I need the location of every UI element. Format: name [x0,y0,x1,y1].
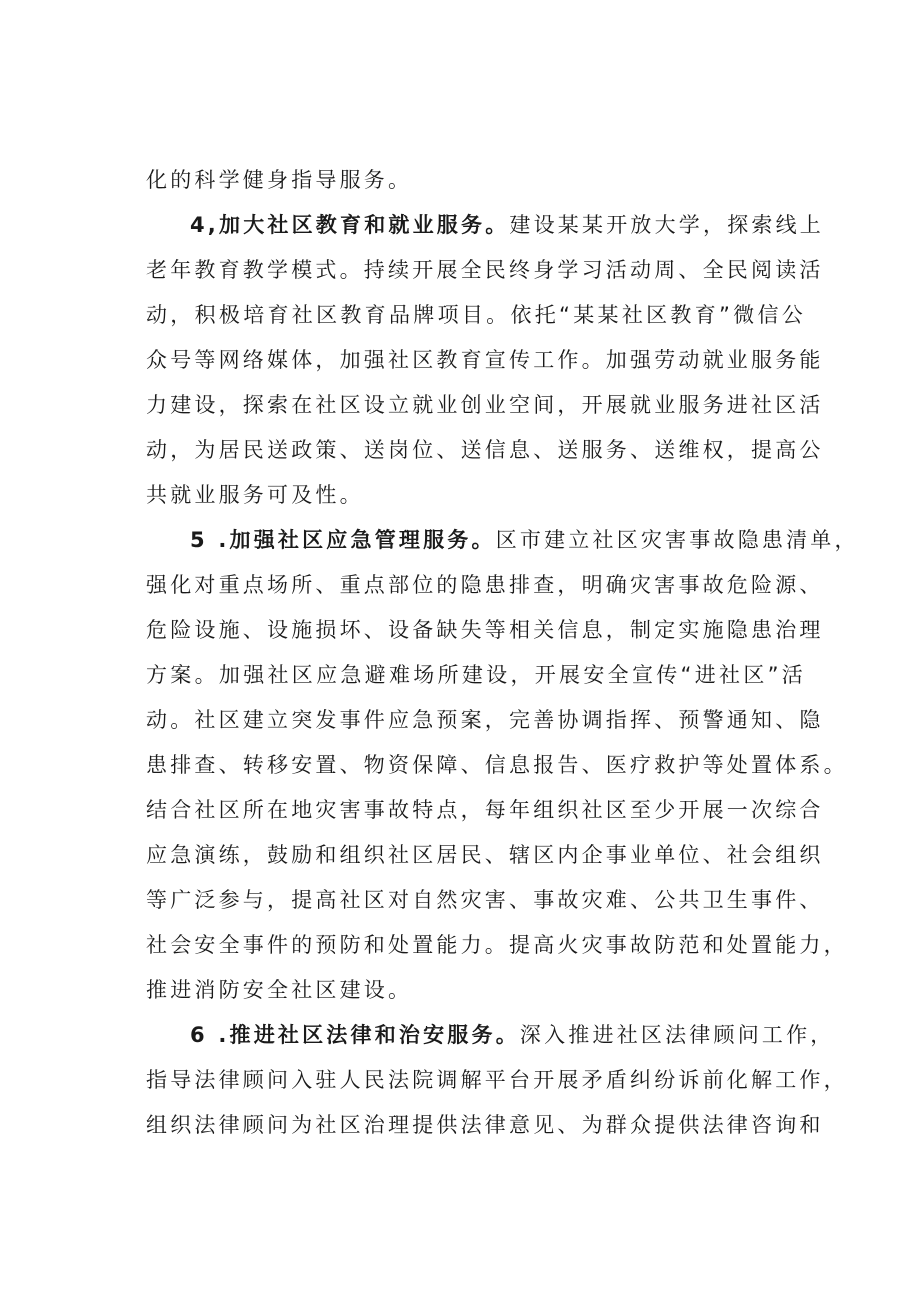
paragraph-line: 强化对重点场所、重点部位的隐患排查，明确灾害事故危险源、 [146,573,824,597]
paragraph-line: 动。社区建立突发事件应急预案，完善协调指挥、预警通知、隐 [146,708,824,732]
line-text: 区市建立社区灾害事故隐患清单， [495,528,859,552]
line-text: 化的科学健身指导服务。 [146,168,413,192]
section-heading-4: 4,加大社区教育和就业服务。 [190,213,510,237]
paragraph-line: 组织法律顾问为社区治理提供法律意见、为群众提供法律咨询和 [146,1113,824,1137]
line-text: 建设某某开放大学，探索线上 [509,213,824,237]
paragraph-line: 结合社区所在地灾害事故特点，每年组织社区至少开展一次综合 [146,798,824,822]
paragraph-line: 众号等网络媒体，加强社区教育宣传工作。加强劳动就业服务能 [146,348,824,372]
paragraph-line: 患排查、转移安置、物资保障、信息报告、医疗救护等处置体系。 [146,753,848,777]
paragraph-line: 指导法律顾问入驻人民法院调解平台开展矛盾纠纷诉前化解工作， [146,1068,848,1092]
paragraph-line: 动，积极培育社区教育品牌项目。依托“某某社区教育”微信公 [146,303,806,327]
paragraph-line: 老年教育教学模式。持续开展全民终身学习活动周、全民阅读活 [146,258,824,282]
paragraph-line: 推进消防安全社区建设。 [146,978,413,1002]
paragraph-line: 力建设，探索在社区设立就业创业空间，开展就业服务进社区活 [146,393,824,417]
paragraph-line: 动，为居民送政策、送岗位、送信息、送服务、送维权，提高公 [146,438,824,462]
paragraph-line: 危险设施、设施损坏、设备缺失等相关信息，制定实施隐患治理 [146,618,824,642]
section-heading-5: 5 .加强社区应急管理服务。 [190,528,496,552]
paragraph-line: 方案。加强社区应急避难场所建设，开展安全宣传“进社区”活 [146,663,806,687]
paragraph-line-heading-5 [190,526,859,554]
paragraph-line: 社会安全事件的预防和处置能力。提高火灾事故防范和处置能力， [146,933,848,957]
paragraph-line: 应急演练，鼓励和组织社区居民、辖区内企事业单位、社会组织 [146,843,824,867]
paragraph-line [146,166,412,194]
paragraph-line-heading-6 [190,1021,835,1049]
paragraph-line: 等广泛参与，提高社区对自然灾害、事故灾难、公共卫生事件、 [146,888,824,912]
paragraph-line-heading-4 [190,211,824,239]
paragraph-line: 共就业服务可及性。 [146,483,364,507]
line-text: 深入推进社区法律顾问工作， [519,1023,835,1047]
section-heading-6: 6 .推进社区法律和治安服务。 [190,1023,520,1047]
